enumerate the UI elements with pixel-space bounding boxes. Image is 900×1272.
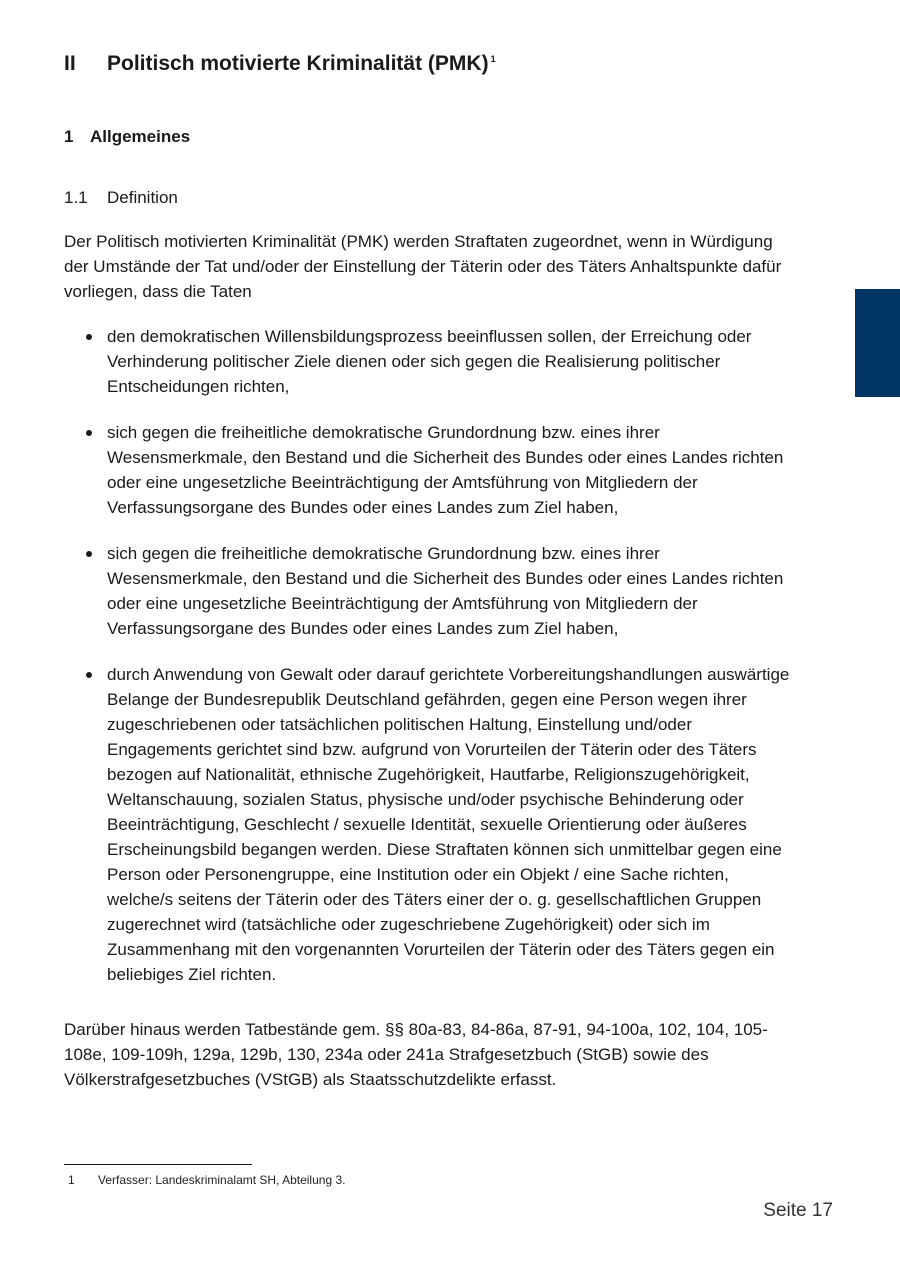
list-item-text: durch Anwendung von Gewalt oder darauf gerichtete Vorbereitungshandlungen auswärtige Belange der Bundesrepublik Deutschland gefährden, gegen eine Person wegen ihrer zugeschriebenen oder tatsächlichen politischen Haltung, Einstellung und/oder Engagements gerichtet sind bzw. aufgrund von Vorurteilen der Täterin oder des Täters bezogen auf Nationalität, ethnische Zugehörigkeit, Hautfarbe, Religionszugehörigkeit, Weltanschauung, sozialen Status, physische und/oder psychische Behinderung oder Beeinträchtigung, Geschlecht / sexuelle Identität, sexuelle Orientierung oder äußeres Erscheinungsbild begangen werden. Diese Straftaten können sich unmittelbar gegen eine Person oder Personengruppe, eine Institution oder ein Objekt / eine Sache richten, welche/s seitens der Täterin oder des Täters einer der o. g. gesellschaftlichen Gruppen zugerechnet wird (tatsächliche oder zugeschriebene Zugehörigkeit) oder sich im Zusammenhang mit den vorgenannten Vorurteilen der Täterin oder des Täters gegen ein beliebiges Ziel richten. xyxy=(107,665,790,984)
list-item xyxy=(64,420,794,520)
intro-paragraph: Der Politisch motivierten Kriminalität (PMK) werden Straftaten zugeordnet, wenn in Würdigung der Umstände der Tat und/oder der Einstellung der Täterin oder des Täters Anhaltspunkte dafür vorliegen, dass die Taten xyxy=(64,232,782,301)
list-item-text: sich gegen die freiheitliche demokratische Grundordnung bzw. eines ihrer Wesensmerkmale, den Bestand und die Sicherheit des Bundes oder eines Landes richten oder eine ungesetzliche Beeinträchtigung der Amtsführung von Mitgliedern der Verfassungsorgane des Bundes oder eines Landes zum Ziel haben, xyxy=(107,544,784,638)
subsection-number: 1.1 xyxy=(64,188,88,207)
footnote-divider xyxy=(64,1164,252,1165)
list-item-text: den demokratischen Willensbildungsprozess beeinflussen sollen, der Erreichung oder Verhinderung politischer Ziele dienen oder sich gegen die Realisierung politischer Entscheidungen richten, xyxy=(107,327,752,396)
bullet-icon xyxy=(86,551,92,557)
chapter-number: II xyxy=(64,52,76,75)
subsection-title: Definition xyxy=(107,188,178,207)
bullet-icon xyxy=(86,672,92,678)
bullet-icon xyxy=(86,430,92,436)
footnote-number: 1 xyxy=(68,1173,75,1187)
criteria-list xyxy=(64,324,794,987)
list-item xyxy=(64,324,794,399)
list-item xyxy=(64,541,794,641)
subsection-heading xyxy=(64,188,178,208)
chapter-side-tab xyxy=(855,289,900,397)
section-number: 1 xyxy=(64,127,74,146)
bullet-icon xyxy=(86,334,92,340)
closing-paragraph: Darüber hinaus werden Tatbestände gem. §§ 80a-83, 84-86a, 87-91, 94-100a, 102, 104, 105-108e, 109-109h, 129a, 129b, 130, 234a oder 241a Strafgesetzbuch (StGB) sowie des Völkerstrafgesetzbuches (VStGB) als Staatsschutzdelikte erfasst. xyxy=(64,1020,768,1089)
chapter-heading xyxy=(64,52,496,76)
section-heading xyxy=(64,127,190,147)
footnote-reference: 1 xyxy=(490,54,496,64)
page-number: Seite 17 xyxy=(763,1200,833,1221)
chapter-title xyxy=(107,52,496,76)
footnote-text: Verfasser: Landeskriminalamt SH, Abteilung 3. xyxy=(98,1173,346,1187)
section-title: Allgemeines xyxy=(90,127,191,146)
chapter-title-text: Politisch motivierte Kriminalität (PMK) xyxy=(107,52,489,75)
footnote xyxy=(68,1173,345,1187)
list-item xyxy=(64,662,794,987)
list-item-text: sich gegen die freiheitliche demokratische Grundordnung bzw. eines ihrer Wesensmerkmale, den Bestand und die Sicherheit des Bundes oder eines Landes richten oder eine ungesetzliche Beeinträchtigung der Amtsführung von Mitgliedern der Verfassungsorgane des Bundes oder eines Landes zum Ziel haben, xyxy=(107,423,784,517)
